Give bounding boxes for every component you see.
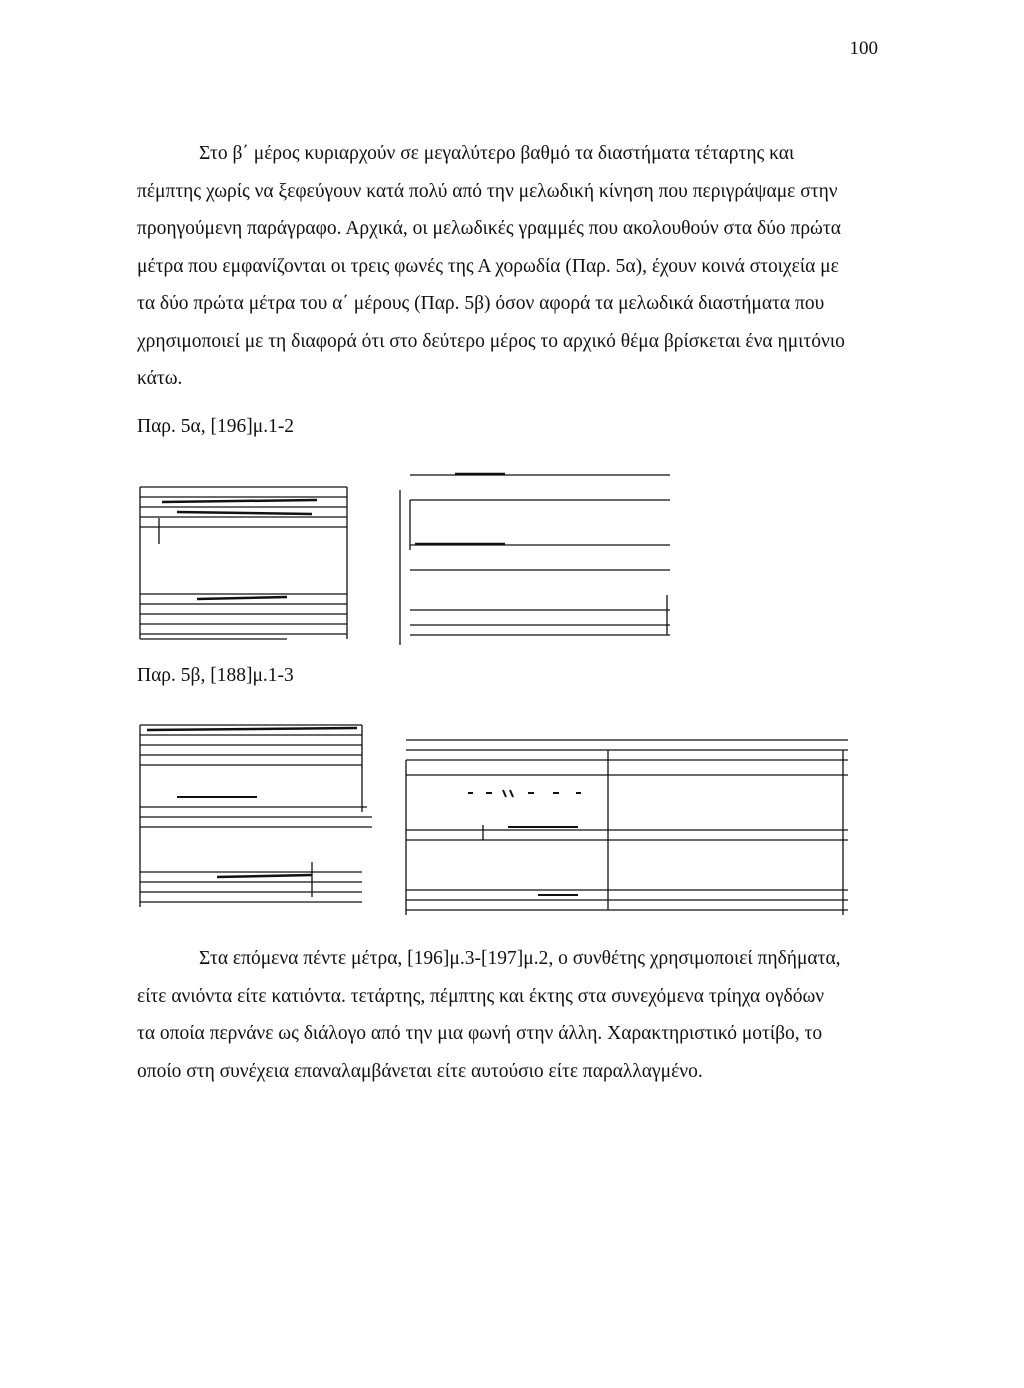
paragraph-intro: Στο β΄ μέρος κυριαρχούν σε μεγαλύτερο βαθμό τα διαστήματα τέταρτης και πέμπτης χωρίς να ξεφεύγουν κατά πολύ από την μελωδική κίνηση που περιγράψαμε στην προηγούμενη παράγραφο. Αρχικά, οι μελωδικές γραμμές που ακολουθούν στα δύο πρώτα μέτρα που εμφανίζονται οι τρεις φωνές της Α χορωδία (Παρ. 5α), έχουν κοινά στοιχεία με τα δύο πρώτα μέτρα του α΄ μέρους (Παρ. 5β) όσον αφορά τα μελωδικά διαστήματα που χρησιμοποιεί με τη διαφορά ότι στο δεύτερο μέρος το αρχικό θέμα βρίσκεται ένα ημιτόνιο κάτω. xyxy=(137,143,845,389)
score-excerpt-5a-left xyxy=(137,484,352,644)
score-excerpt-5b-right xyxy=(398,735,853,920)
example-5a-caption: Παρ. 5α, [196]μ.1-2 xyxy=(137,416,295,437)
score-excerpt-5a-right xyxy=(395,470,675,650)
page-number: 100 xyxy=(849,38,878,59)
paragraph-continuation: Στα επόμενα πέντε μέτρα, [196]μ.3-[197]μ.2, ο συνθέτης χρησιμοποιεί πηδήματα, είτε ανιόντα είτε κατιόντα. τετάρτης, πέμπτης και έκτης στα συνεχόμενα τρίηχα ογδόων τα οποία περνάνε ως διάλογο από την μια φωνή στην άλλη. Χαρακτηριστικό μοτίβο, το οποίο στη συνέχεια επαναλαμβάνεται είτε αυτούσιο είτε παραλλαγμένο. xyxy=(137,948,841,1082)
score-excerpt-5b-left xyxy=(137,722,377,912)
example-5b-caption: Παρ. 5β, [188]μ.1-3 xyxy=(137,665,294,686)
